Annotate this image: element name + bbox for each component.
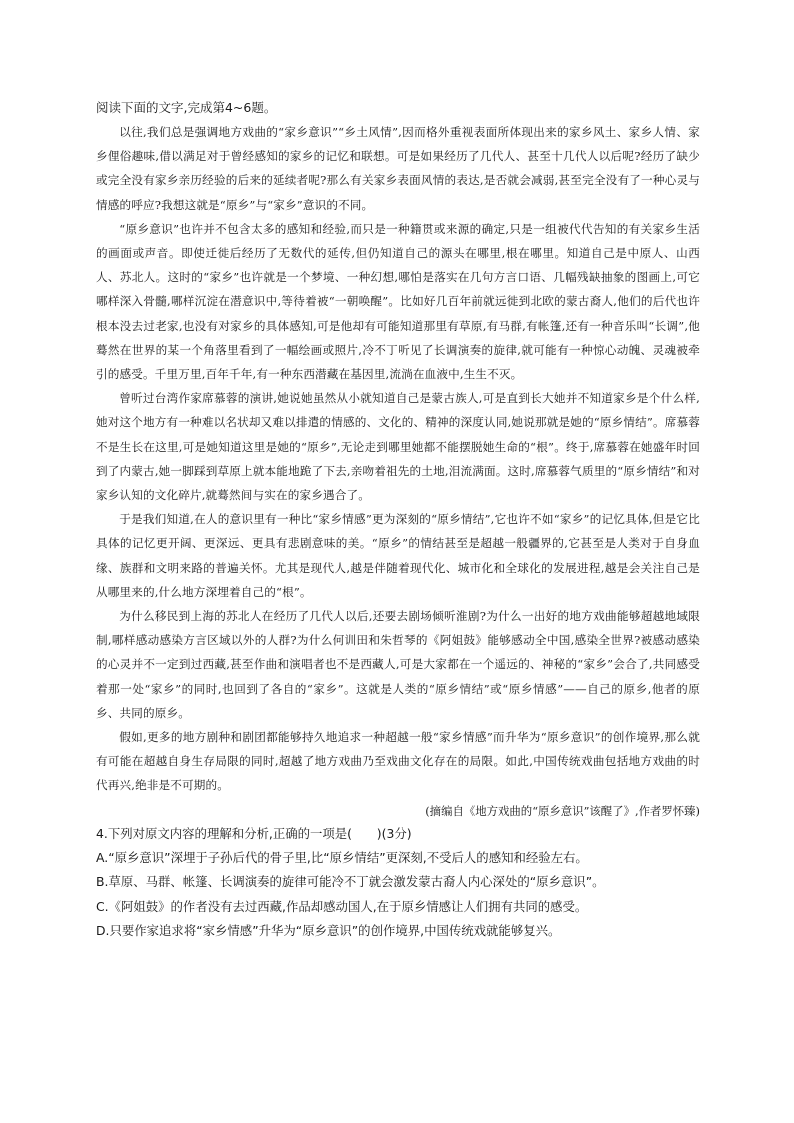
reading-instruction: 阅读下面的文字,完成第4~6题。 (96, 100, 277, 115)
passage-source: (摘编自《地方戏曲的“原乡意识”该醒了》,作者罗怀臻) (425, 803, 700, 818)
question-4 (96, 822, 700, 944)
exam-page (96, 98, 700, 944)
passage-paragraph-2: “原乡意识”也许并不包含太多的感知和经验,而只是一种籍贯或来源的确定,只是一组被代代告知的有关家乡生活的画面或声音。即使迁徙后经历了无数代的延传,但仍知道自己的源头在哪里,根在哪里。知道自己是中原人、山西人、苏北人。这时的“家乡”也许就是一个梦境、一种幻想,哪怕是落实在几句方言口语、几幅残缺抽象的图画上,可它哪样深入骨髓,哪样沉淀在潜意识中,等待着被“一朝唤醒”。比如好几百年前就远徙到北欧的蒙古裔人,他们的后代也许根本没去过老家,也没有对家乡的具体感知,可是他却有可能知道那里有草原,有马群,有帐篷,还有一种音乐叫“长调”,他蓦然在世界的某一个角落里看到了一幅绘画或照片,冷不丁听见了长调演奏的旋律,就可能有一种惊心动魄、灵魂被牵引的感受。千里万里,百年千年,有一种东西潜藏在基因里,流淌在血液中,生生不灭。 (96, 221, 700, 382)
passage-paragraph-5: 为什么移民到上海的苏北人在经历了几代人以后,还要去剧场倾听淮剧?为什么一出好的地方戏曲能够超越地域限制,哪样感动感染方言区域以外的人群?为什么何训田和朱哲琴的《阿姐鼓》能够感动全中国,感染全世界?被感动感染的心灵并不一定到过西藏,甚至作曲和演唱者也不是西藏人,可是大家都在一个遥远的、神秘的“家乡”会合了,共同感受着那一处“家乡”的同时,也回到了各自的“家乡”。这就是人类的“原乡情结”或“原乡情感”——自己的原乡,他者的原乡、共同的原乡。 (96, 609, 700, 720)
option-b: B.草原、马群、帐篷、长调演奏的旋律可能冷不丁就会激发蒙古裔人内心深处的“原乡意识”。 (96, 874, 605, 890)
passage-paragraph-6: 假如,更多的地方剧种和剧团都能够持久地追求一种超越一般“家乡情感”而升华为“原乡意识”的创作境界,那么就有可能在超越自身生存局限的同时,超越了地方戏曲乃至戏曲文化存在的局限。如此,中国传统戏曲包括地方戏曲的时代再兴,绝非是不可期的。 (96, 730, 700, 793)
passage-paragraph-4: 于是我们知道,在人的意识里有一种比“家乡情感”更为深刻的“原乡情结”,它也许不如“家乡”的记忆具体,但是它比具体的记忆更开阔、更深远、更具有悲剧意味的美。“原乡”的情结甚至是超越一般疆界的,它甚至是人类对于自身血缘、族群和文明来路的普遍关怀。尤其是现代人,越是伴随着现代化、城市化和全球化的发展进程,越是会关注自己是从哪里来的,什么地方深埋着自己的“根”。 (96, 512, 700, 599)
option-c: C.《阿姐鼓》的作者没有去过西藏,作品却感动国人,在于原乡情感让人们拥有共同的感受。 (96, 898, 588, 914)
option-d: D.只要作家追求将“家乡情感”升华为“原乡意识”的创作境界,中国传统戏就能够复兴。 (96, 923, 561, 939)
option-a: A.“原乡意识”深埋于子孙后代的骨子里,比“原乡情结”更深刻,不受后人的感知和经验左右。 (96, 849, 588, 865)
passage-paragraph-1: 以往,我们总是强调地方戏曲的“家乡意识”“乡土风情”,因而格外重视表面所体现出来的家乡风土、家乡人情、家乡俚俗趣味,借以满足对于曾经感知的家乡的记忆和联想。可是如果经历了几代人、甚至十几代人以后呢?经历了缺少或完全没有家乡亲历经验的后来的延续者呢?那么有关家乡表面风情的表达,是否就会减弱,甚至完全没有了一种心灵与情感的呼应?我想这就是“原乡”与“家乡”意识的不同。 (96, 125, 700, 212)
passage (96, 120, 700, 822)
question-stem: 4.下列对原文内容的理解和分析,正确的一项是( )(3分) (96, 825, 412, 841)
passage-paragraph-3: 曾听过台湾作家席慕蓉的演讲,她说她虽然从小就知道自己是蒙古族人,可是直到长大她并不知道家乡是个什么样,她对这个地方有一种难以名状却又难以排遣的情感的、文化的、精神的深度认同,她说那就是她的“原乡情结”。席慕蓉不是生长在这里,可是她知道这里是她的“原乡”,无论走到哪里她都不能摆脱她生命的“根”。终于,席慕蓉在她盛年时回到了内蒙古,她一脚踩到草原上就本能地跪了下去,亲吻着祖先的土地,泪流满面。这时,席慕蓉气质里的“原乡情结”和对家乡认知的文化碎片,就蓦然间与实在的家乡遇合了。 (96, 391, 700, 503)
